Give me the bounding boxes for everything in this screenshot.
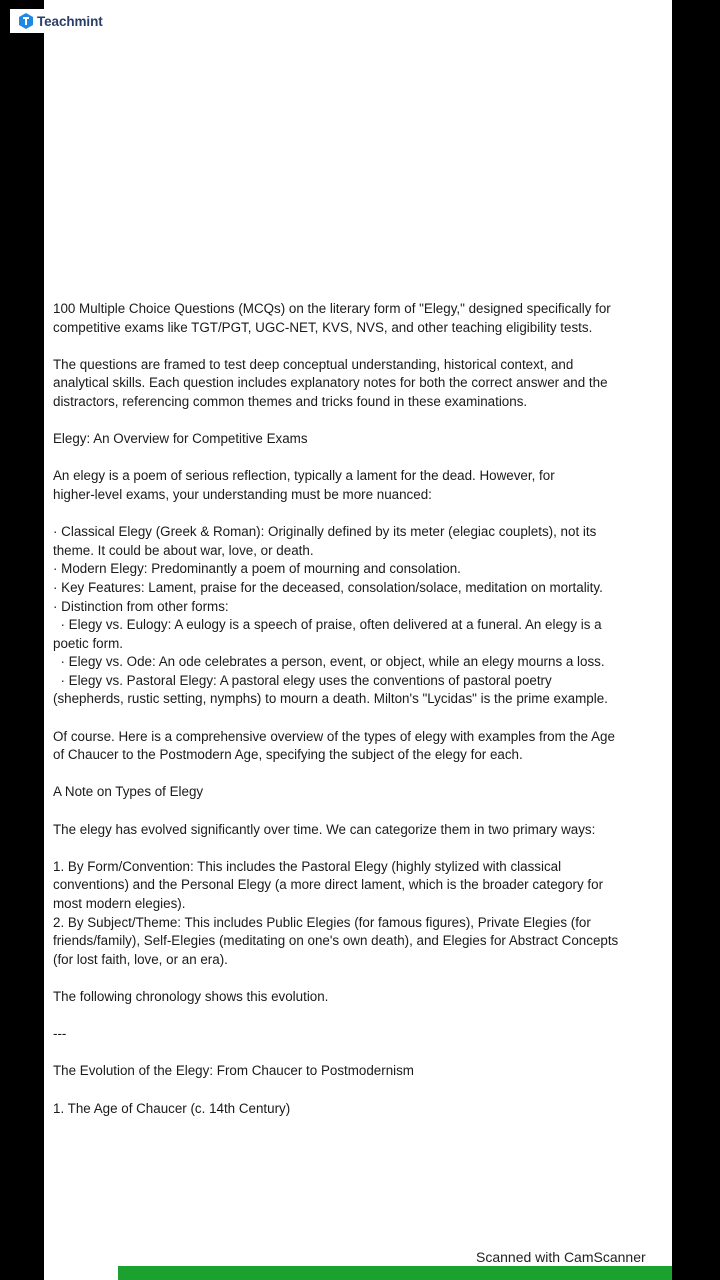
text-line: theme. It could be about war, love, or death. bbox=[53, 542, 314, 558]
paragraph bbox=[53, 1100, 665, 1119]
teachmint-logo-icon bbox=[19, 13, 33, 29]
paragraph bbox=[53, 728, 665, 765]
teachmint-logo bbox=[10, 9, 110, 33]
text-line: The Evolution of the Elegy: From Chaucer to Postmodernism bbox=[53, 1063, 414, 1079]
text-line: Elegy: An Overview for Competitive Exams bbox=[53, 431, 308, 447]
paragraph bbox=[53, 430, 665, 449]
text-line: · Distinction from other forms: bbox=[53, 598, 229, 614]
text-line: A Note on Types of Elegy bbox=[53, 784, 204, 800]
text-line: Of course. Here is a comprehensive overview of the types of elegy with examples from the Age bbox=[53, 728, 615, 744]
text-line: (for lost faith, love, or an era). bbox=[53, 951, 228, 967]
text-line: most modern elegies). bbox=[53, 896, 186, 911]
text-line: 1. By Form/Convention: This includes the Pastoral Elegy (highly stylized with classical bbox=[53, 858, 562, 874]
text-line: distractors, referencing common themes and tricks found in these examinations. bbox=[53, 393, 528, 409]
text-line: friends/family), Self-Elegies (meditating on one's own death), and Elegies for Abstract Concepts bbox=[53, 933, 619, 949]
text-line: · Key Features: Lament, praise for the deceased, consolation/solace, meditation on mortality. bbox=[53, 579, 603, 595]
footer-left-strip bbox=[44, 1266, 118, 1280]
paragraph bbox=[53, 1025, 665, 1044]
text-line: of Chaucer to the Postmodern Age, specifying the subject of the elegy for each. bbox=[53, 747, 523, 763]
text-line: 2. By Subject/Theme: This includes Public Elegies (for famous figures), Private Elegies (for bbox=[53, 914, 591, 930]
text-line: competitive exams like TGT/PGT, UGC-NET, KVS, NVS, and other teaching eligibility tests. bbox=[53, 319, 593, 335]
text-line: The following chronology shows this evolution. bbox=[53, 988, 329, 1004]
paragraph bbox=[53, 467, 665, 504]
brand-name: Teachmint bbox=[37, 13, 103, 29]
paragraph bbox=[53, 1062, 665, 1081]
text-line: conventions) and the Personal Elegy (a more direct lament, which is the broader category for bbox=[53, 877, 604, 893]
camscanner-watermark: Scanned with CamScanner bbox=[476, 1249, 646, 1265]
text-line: · Elegy vs. Eulogy: A eulogy is a speech of praise, often delivered at a funeral. An elegy is a bbox=[53, 617, 602, 633]
paragraph bbox=[53, 988, 665, 1007]
text-line: · Modern Elegy: Predominantly a poem of mourning and consolation. bbox=[53, 561, 461, 577]
text-line: higher-level exams, your understanding must be more nuanced: bbox=[53, 486, 432, 502]
text-line: 100 Multiple Choice Questions (MCQs) on the literary form of "Elegy," designed specifically for bbox=[53, 301, 611, 316]
text-line: The elegy has evolved significantly over time. We can categorize them in two primary ways: bbox=[53, 821, 596, 837]
text-line: · Classical Elegy (Greek & Roman): Originally defined by its meter (elegiac couplets), not its bbox=[53, 524, 597, 540]
document-body bbox=[53, 300, 665, 1137]
text-line: 1. The Age of Chaucer (c. 14th Century) bbox=[53, 1100, 291, 1116]
paragraph bbox=[53, 300, 665, 337]
text-line: --- bbox=[53, 1026, 67, 1042]
paragraph bbox=[53, 523, 665, 709]
paragraph bbox=[53, 821, 665, 840]
paragraph bbox=[53, 783, 665, 802]
paragraph bbox=[53, 858, 665, 970]
text-line: · Elegy vs. Pastoral Elegy: A pastoral elegy uses the conventions of pastoral poetry bbox=[53, 672, 552, 688]
text-line: · Elegy vs. Ode: An ode celebrates a person, event, or object, while an elegy mourns a loss. bbox=[53, 654, 605, 670]
text-line: The questions are framed to test deep conceptual understanding, historical context, and bbox=[53, 356, 574, 372]
text-line: (shepherds, rustic setting, nymphs) to mourn a death. Milton's "Lycidas" is the prime example. bbox=[53, 691, 608, 707]
footer-progress-bar bbox=[118, 1266, 672, 1280]
text-line: analytical skills. Each question includes explanatory notes for both the correct answer and the bbox=[53, 375, 608, 391]
text-line: An elegy is a poem of serious reflection, typically a lament for the dead. However, for bbox=[53, 468, 555, 484]
text-line: poetic form. bbox=[53, 635, 123, 651]
paragraph bbox=[53, 356, 665, 412]
